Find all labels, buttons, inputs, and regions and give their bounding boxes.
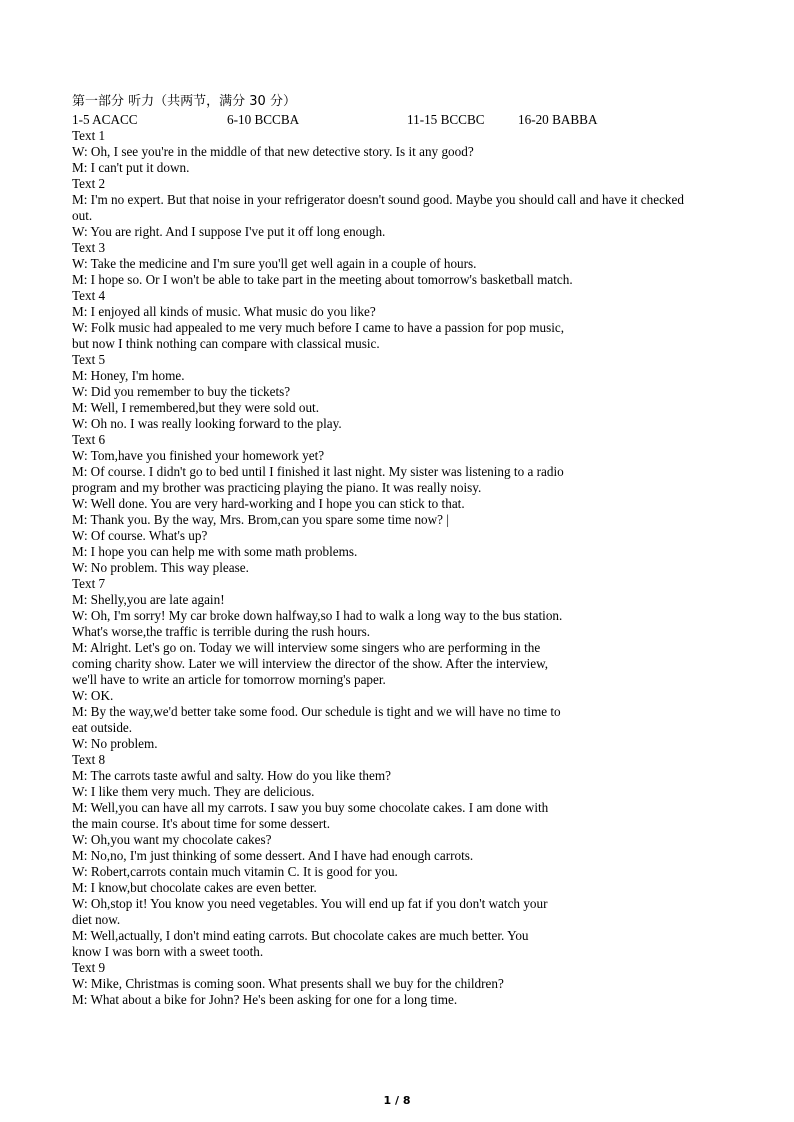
transcript-line: W: Tom,have you finished your homework yet? bbox=[72, 448, 325, 463]
text-label: Text 3 bbox=[72, 240, 106, 255]
transcript-line: M: No,no, I'm just thinking of some dessert. And I have had enough carrots. bbox=[72, 848, 474, 863]
transcript-line: but now I think nothing can compare with classical music. bbox=[72, 336, 380, 351]
transcript-line: W: Oh,stop it! You know you need vegetables. You will end up fat if you don't watch your bbox=[72, 896, 548, 911]
transcript-line: out. bbox=[72, 208, 93, 223]
text-label: Text 6 bbox=[72, 432, 106, 447]
transcript-line: the main course. It's about time for some dessert. bbox=[72, 816, 330, 831]
transcript-line: W: No problem. bbox=[72, 736, 158, 751]
transcript-line: W: Did you remember to buy the tickets? bbox=[72, 384, 291, 399]
transcript-line: W: You are right. And I suppose I've put it off long enough. bbox=[72, 224, 386, 239]
transcript-line: M: I hope so. Or I won't be able to take part in the meeting about tomorrow's basketball match. bbox=[72, 272, 573, 287]
transcript-line: W: Folk music had appealed to me very much before I came to have a passion for pop music, bbox=[72, 320, 565, 335]
transcript-line: M: Shelly,you are late again! bbox=[72, 592, 225, 607]
transcript-line: M: Honey, I'm home. bbox=[72, 368, 185, 383]
answer-group: 16-20 BABBA bbox=[518, 112, 598, 127]
text-label: Text 9 bbox=[72, 960, 106, 975]
transcript-line: M: I can't put it down. bbox=[72, 160, 190, 175]
transcript-line: M: I'm no expert. But that noise in your refrigerator doesn't sound good. Maybe you should call and have it checked bbox=[72, 192, 684, 207]
transcript-line: M: By the way,we'd better take some food. Our schedule is tight and we will have no time to bbox=[72, 704, 561, 719]
transcript-line: W: Oh, I see you're in the middle of that new detective story. Is it any good? bbox=[72, 144, 474, 159]
transcript-line: W: Oh,you want my chocolate cakes? bbox=[72, 832, 272, 847]
text-label: Text 2 bbox=[72, 176, 106, 191]
transcript-line: we'll have to write an article for tomorrow morning's paper. bbox=[72, 672, 386, 687]
transcript-line: W: Robert,carrots contain much vitamin C. It is good for you. bbox=[72, 864, 398, 879]
answer-group: 6-10 BCCBA bbox=[227, 112, 300, 127]
answer-group: 1-5 ACACC bbox=[72, 112, 138, 127]
transcript-line: M: Well,you can have all my carrots. I saw you buy some chocolate cakes. I am done with bbox=[72, 800, 549, 815]
transcript-line: program and my brother was practicing playing the piano. It was really noisy. bbox=[72, 480, 482, 495]
transcript-line: M: Well, I remembered,but they were sold out. bbox=[72, 400, 319, 415]
answer-group: 11-15 BCCBC bbox=[407, 112, 485, 127]
text-label: Text 7 bbox=[72, 576, 106, 591]
page-number: 1 / 8 bbox=[383, 1094, 411, 1107]
transcript-line: M: Thank you. By the way, Mrs. Brom,can you spare some time now? | bbox=[72, 512, 449, 527]
transcript-line: know I was born with a sweet tooth. bbox=[72, 944, 264, 959]
section-heading: 第一部分 听力（共两节，满分 30 分） bbox=[72, 94, 296, 109]
transcript-line: W: Oh no. I was really looking forward to the play. bbox=[72, 416, 342, 431]
text-label: Text 1 bbox=[72, 128, 106, 143]
text-label: Text 8 bbox=[72, 752, 106, 767]
transcript-line: W: Oh, I'm sorry! My car broke down halfway,so I had to walk a long way to the bus station. bbox=[72, 608, 563, 623]
transcript-line: M: Well,actually, I don't mind eating carrots. But chocolate cakes are much better. You bbox=[72, 928, 529, 943]
transcript-line: W: OK. bbox=[72, 688, 114, 703]
transcript-line: W: Mike, Christmas is coming soon. What presents shall we buy for the children? bbox=[72, 976, 504, 991]
transcript-line: coming charity show. Later we will interview the director of the show. After the interview, bbox=[72, 656, 549, 671]
document-body bbox=[72, 93, 732, 1008]
transcript-line: M: I hope you can help me with some math problems. bbox=[72, 544, 358, 559]
transcript-line: M: The carrots taste awful and salty. How do you like them? bbox=[72, 768, 391, 783]
transcript-line: What's worse,the traffic is terrible during the rush hours. bbox=[72, 624, 371, 639]
text-label: Text 4 bbox=[72, 288, 106, 303]
answer-key-row bbox=[72, 112, 732, 128]
transcript-line: W: No problem. This way please. bbox=[72, 560, 249, 575]
transcript-line: eat outside. bbox=[72, 720, 133, 735]
text-label: Text 5 bbox=[72, 352, 106, 367]
transcript-line: M: What about a bike for John? He's been asking for one for a long time. bbox=[72, 992, 458, 1007]
transcript-line: W: I like them very much. They are delicious. bbox=[72, 784, 315, 799]
transcript-line: M: I know,but chocolate cakes are even better. bbox=[72, 880, 317, 895]
transcript-line: diet now. bbox=[72, 912, 121, 927]
transcript bbox=[72, 128, 732, 1008]
transcript-line: M: Alright. Let's go on. Today we will interview some singers who are performing in the bbox=[72, 640, 541, 655]
transcript-line: W: Take the medicine and I'm sure you'll get well again in a couple of hours. bbox=[72, 256, 477, 271]
transcript-line: W: Well done. You are very hard-working and I hope you can stick to that. bbox=[72, 496, 465, 511]
transcript-line: M: I enjoyed all kinds of music. What music do you like? bbox=[72, 304, 376, 319]
transcript-line: M: Of course. I didn't go to bed until I finished it last night. My sister was listening to a radio bbox=[72, 464, 564, 479]
transcript-line: W: Of course. What's up? bbox=[72, 528, 208, 543]
